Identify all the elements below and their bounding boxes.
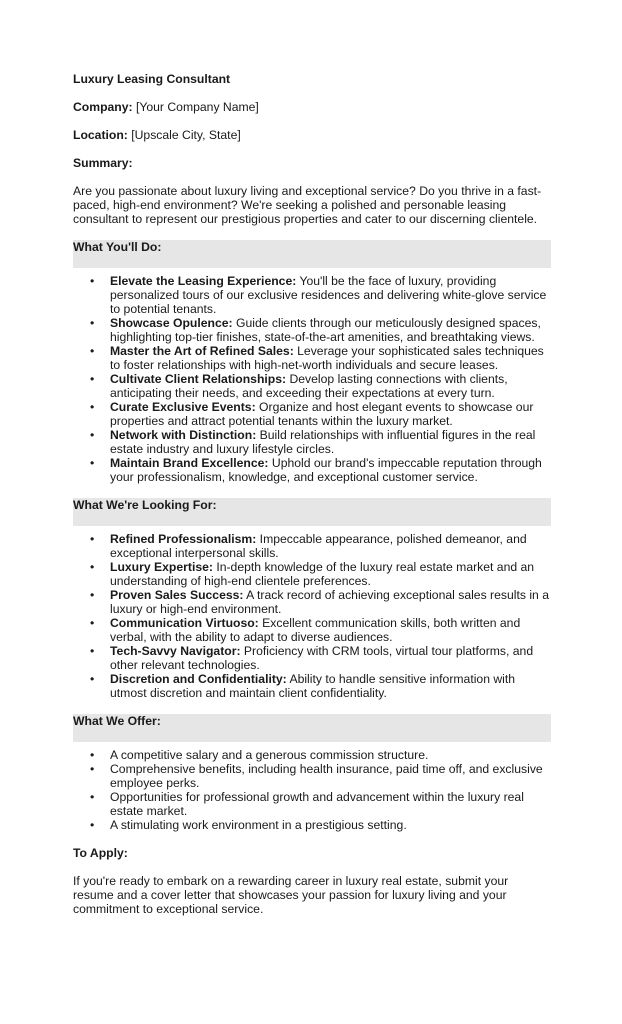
bullet-icon: • [90, 644, 95, 658]
bullet-icon: • [90, 616, 95, 630]
list-item [73, 344, 550, 372]
list-item-text: Leverage your sophisticated sales techniques to foster relationships with high-net-worth individuals and secure leases. [110, 344, 544, 372]
list-item [73, 274, 550, 316]
list-item [73, 748, 550, 762]
list-item-text: Comprehensive benefits, including health insurance, paid time off, and exclusive employee perks. [110, 762, 543, 790]
company-label: Company: [73, 100, 133, 114]
location-value: [Upscale City, State] [131, 128, 241, 142]
what-you-do-heading: What You'll Do: [73, 240, 551, 268]
list-item [73, 372, 550, 400]
bullet-icon: • [90, 456, 95, 470]
list-item-text: Organize and host elegant events to showcase our properties and attract potential tenants within the luxury market. [110, 400, 534, 428]
bullet-icon: • [90, 672, 95, 686]
bullet-icon: • [90, 316, 95, 330]
list-item-label: Luxury Expertise: [110, 560, 213, 574]
looking-for-list [73, 532, 550, 700]
list-item [73, 316, 550, 344]
bullet-icon: • [90, 372, 95, 386]
list-item-text: Proficiency with CRM tools, virtual tour platforms, and other relevant technologies. [110, 644, 534, 672]
list-item [73, 560, 550, 588]
list-item [73, 428, 550, 456]
list-item-label: Elevate the Leasing Experience: [110, 274, 297, 288]
list-item-label: Proven Sales Success: [110, 588, 244, 602]
list-item-label: Master the Art of Refined Sales: [110, 344, 294, 358]
list-item-text: A track record of achieving exceptional sales results in a luxury or high-end environment. [110, 588, 549, 616]
list-item-text: Uphold our brand's impeccable reputation through your professionalism, knowledge, and exceptional customer service. [110, 456, 542, 484]
to-apply-heading: To Apply: [73, 846, 128, 860]
list-item [73, 672, 550, 700]
bullet-icon: • [90, 428, 95, 442]
to-apply-text: If you're ready to embark on a rewarding career in luxury real estate, submit your resume and a cover letter that showcases your passion for luxury living and your commitment to exceptional service. [73, 874, 509, 916]
company-field [73, 100, 550, 114]
list-item [73, 456, 550, 484]
list-item-label: Discretion and Confidentiality: [110, 672, 287, 686]
bullet-icon: • [90, 274, 95, 288]
bullet-icon: • [90, 400, 95, 414]
bullet-icon: • [90, 818, 95, 832]
location-field [73, 128, 550, 142]
list-item-label: Communication Virtuoso: [110, 616, 259, 630]
list-item-text: Ability to handle sensitive information with utmost discretion and maintain client confidentiality. [110, 672, 516, 700]
what-we-offer-list [73, 748, 550, 832]
list-item-text: Guide clients through our meticulously designed spaces, highlighting top-tier finishes, state-of-the-art amenities, and breathtaking views. [110, 316, 541, 344]
list-item-text: Impeccable appearance, polished demeanor, and exceptional interpersonal skills. [110, 532, 527, 560]
summary-heading: Summary: [73, 156, 133, 170]
job-title: Luxury Leasing Consultant [73, 72, 231, 86]
list-item [73, 644, 550, 672]
company-value: [Your Company Name] [135, 100, 259, 114]
list-item-text: A stimulating work environment in a prestigious setting. [110, 818, 407, 832]
looking-for-heading: What We're Looking For: [73, 498, 551, 526]
bullet-icon: • [90, 762, 95, 776]
list-item-label: Cultivate Client Relationships: [110, 372, 287, 386]
list-item [73, 790, 550, 818]
bullet-icon: • [90, 748, 95, 762]
summary-text: Are you passionate about luxury living and exceptional service? Do you thrive in a fast-paced, high-end environment? We're seeking a polished and personable leasing consultant to represent our prestigious properties and cater to our discerning clientele. [73, 184, 542, 226]
location-label: Location: [73, 128, 128, 142]
list-item-text: In-depth knowledge of the luxury real estate market and an understanding of high-end clientele preferences. [110, 560, 535, 588]
list-item-label: Network with Distinction: [110, 428, 257, 442]
bullet-icon: • [90, 344, 95, 358]
bullet-icon: • [90, 560, 95, 574]
list-item-label: Curate Exclusive Events: [110, 400, 256, 414]
list-item-text: You'll be the face of luxury, providing personalized tours of our exclusive residences and delivering white-glove service to potential tenants. [110, 274, 547, 316]
list-item [73, 616, 550, 644]
list-item-text: Develop lasting connections with clients, anticipating their needs, and exceeding their expectations at every turn. [110, 372, 508, 400]
what-you-do-list [73, 274, 550, 484]
list-item [73, 532, 550, 560]
list-item [73, 588, 550, 616]
list-item-label: Showcase Opulence: [110, 316, 233, 330]
list-item [73, 762, 550, 790]
what-we-offer-heading: What We Offer: [73, 714, 551, 742]
bullet-icon: • [90, 532, 95, 546]
bullet-icon: • [90, 588, 95, 602]
list-item [73, 818, 550, 832]
list-item-text: Opportunities for professional growth and advancement within the luxury real estate market. [110, 790, 524, 818]
list-item-label: Tech-Savvy Navigator: [110, 644, 241, 658]
list-item-text: Excellent communication skills, both written and verbal, with the ability to adapt to diverse audiences. [110, 616, 521, 644]
list-item [73, 400, 550, 428]
bullet-icon: • [90, 790, 95, 804]
list-item-text: A competitive salary and a generous commission structure. [110, 748, 429, 762]
list-item-label: Maintain Brand Excellence: [110, 456, 269, 470]
list-item-label: Refined Professionalism: [110, 532, 257, 546]
list-item-text: Build relationships with influential figures in the real estate industry and luxury lifestyle circles. [110, 428, 536, 456]
